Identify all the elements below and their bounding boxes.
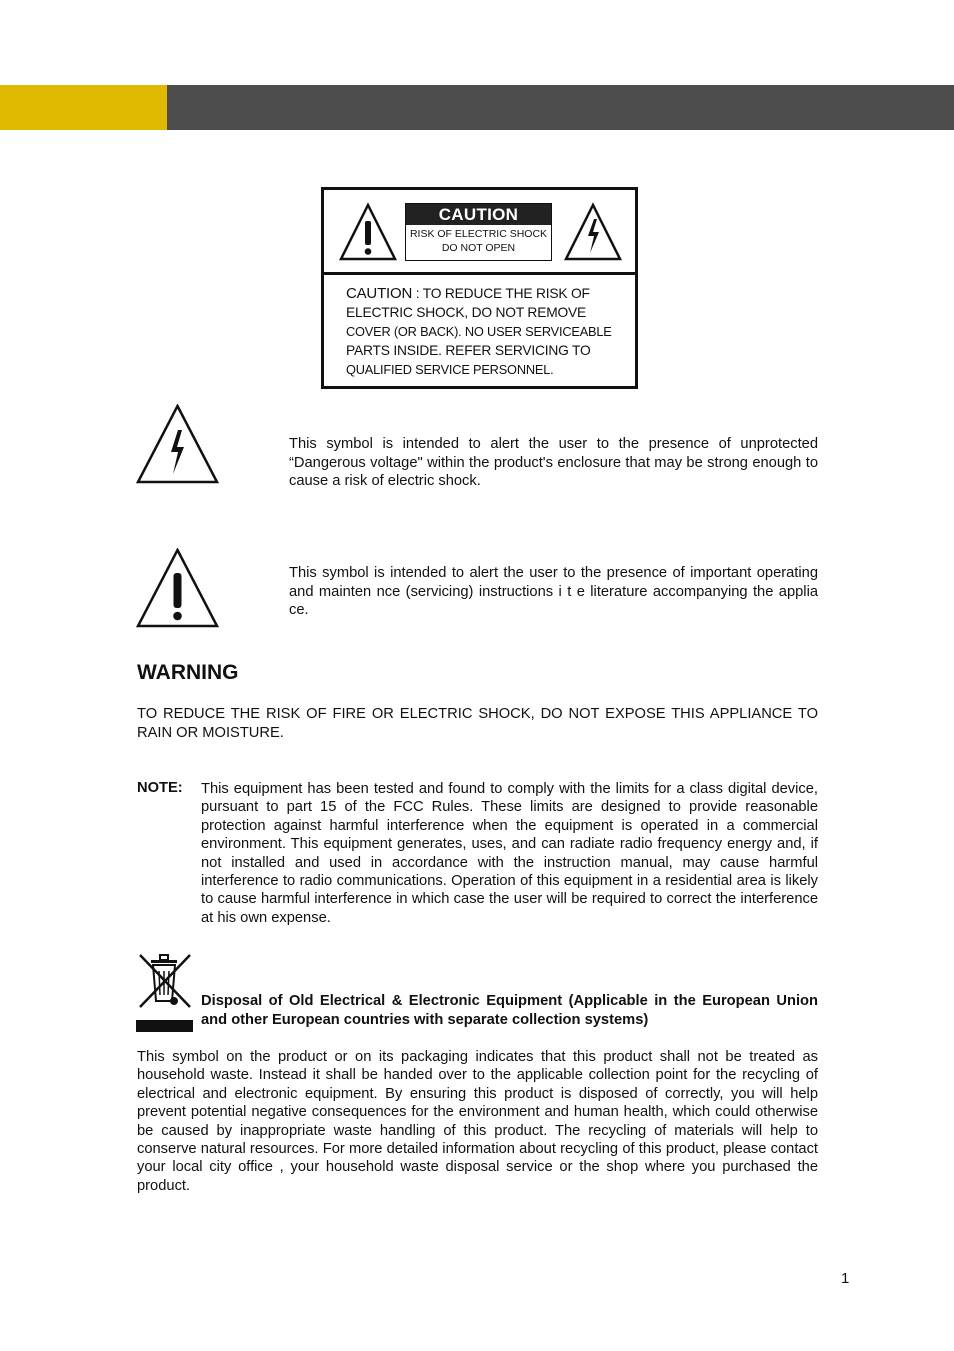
caution-sticker-title: CAUTION xyxy=(406,204,551,225)
exclamation-symbol-description: This symbol is intended to alert the user to the presence of important operating and mainten nce (servicing) instructions i t e literature accompanying the applia ce. xyxy=(289,565,818,618)
caution-body-line: : TO REDUCE THE RISK OF xyxy=(415,286,590,301)
note-text xyxy=(201,780,818,927)
page-number: 1 xyxy=(841,1270,850,1287)
caution-body-lead: CAUTION xyxy=(346,285,413,302)
note-label: NOTE: xyxy=(137,780,183,796)
lightning-warning-icon xyxy=(563,202,623,262)
lightning-symbol-description: This symbol is intended to alert the user to the presence of unprotected “Dangerous voltage" within the product's enclosure that may be strong enough to cause a risk of electric shock. xyxy=(289,436,818,489)
note-body: This equipment has been tested and found to comply with the limits for a class digital device, pursuant to part 15 of the FCC Rules. These limits are designed to provide reasonable protection against harmful interference when the equipment is operated in a commercial environment. This equipment generates, uses, and can radiate radio frequency energy and, if not installed and used in accordance with the instruction manual, may cause harmful interference to radio communications. Operation of this equipment in a residential area is likely to cause harmful interference in which case the user will be required to correct the interference at his own expense. xyxy=(201,781,818,926)
caution-label-header xyxy=(324,190,635,275)
caution-sticker-line1: RISK OF ELECTRIC SHOCK xyxy=(409,228,548,240)
warning-heading: WARNING xyxy=(137,661,239,684)
caution-body-line: PARTS INSIDE. REFER SERVICING TO xyxy=(346,343,591,358)
caution-sticker-line2: DO NOT OPEN xyxy=(441,242,516,254)
weee-bar xyxy=(136,1020,193,1032)
header-bar xyxy=(167,85,954,130)
disposal-heading: Disposal of Old Electrical & Electronic Equipment (Applicable in the European Union and other European countries with separate collection systems) xyxy=(201,993,818,1028)
caution-body-line: QUALIFIED SERVICE PERSONNEL. xyxy=(346,362,554,377)
exclamation-warning-icon xyxy=(338,202,398,262)
caution-label xyxy=(321,187,638,389)
caution-body-line: COVER (OR BACK). NO USER SERVICEABLE xyxy=(346,324,612,339)
lightning-warning-icon xyxy=(136,404,219,484)
header-accent-bar xyxy=(0,85,167,130)
caution-sticker xyxy=(405,203,552,261)
warning-text: TO REDUCE THE RISK OF FIRE OR ELECTRIC SHOCK, DO NOT EXPOSE THIS APPLIANCE TO RAIN OR MOISTURE. xyxy=(137,706,818,741)
disposal-text: This symbol on the product or on its packaging indicates that this product shall not be treated as household waste. Instead it shall be handed over to the applicable collection point for the recycling of electrical and electronic equipment. By ensuring this product is disposed of correctly, you will help prevent potential negative consequences for the environment and human health, which could otherwise be caused by inappropriate waste handling of this product. The recycling of materials will help to conserve natural resources. For more detailed information about recycling of this product, please contact your local city office , your household waste disposal service or the shop where you purchased the product. xyxy=(137,1049,818,1194)
crossed-out-wheelie-bin-icon xyxy=(136,951,194,1011)
caution-body-line: ELECTRIC SHOCK, DO NOT REMOVE xyxy=(346,305,587,320)
exclamation-warning-icon xyxy=(136,548,219,628)
caution-label-body xyxy=(346,284,626,379)
